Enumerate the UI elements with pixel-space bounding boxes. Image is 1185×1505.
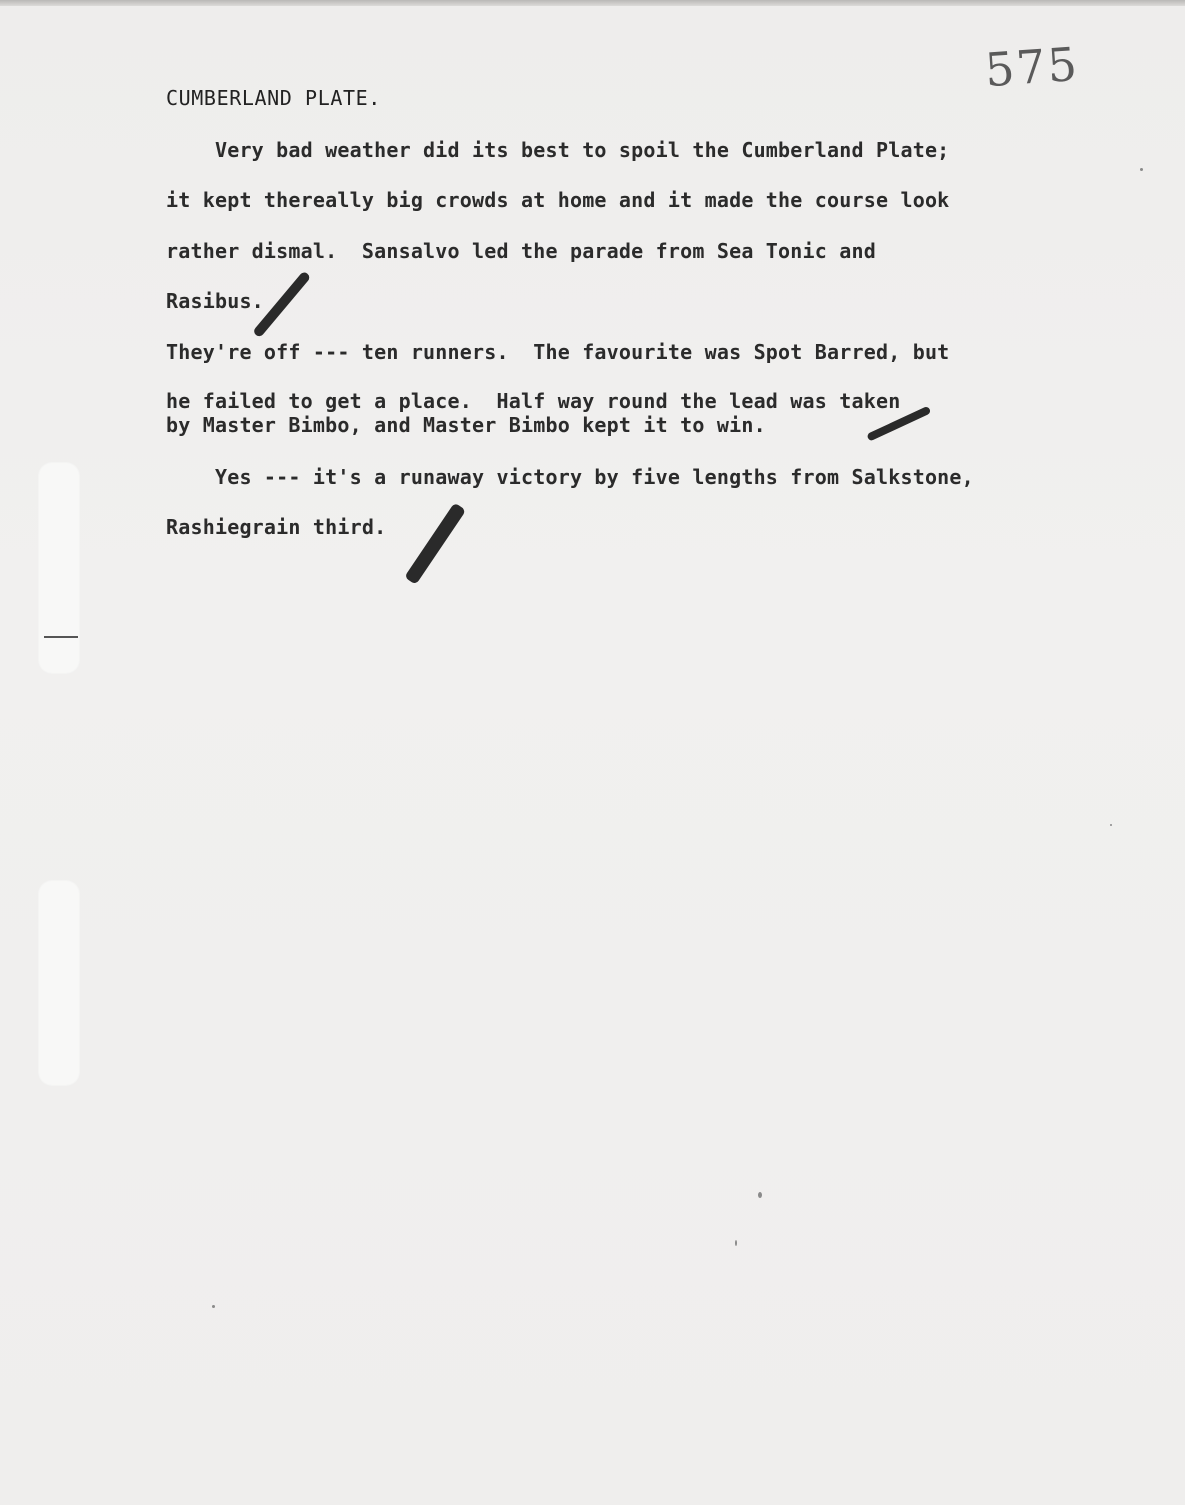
pen-slash-mark [404, 502, 466, 584]
text-line-6: he failed to get a place. Half way round the lead was taken [166, 389, 901, 413]
text-line-8: Yes --- it's a runaway victory by five lengths from Salkstone, [166, 465, 974, 489]
margin-mark [44, 636, 78, 638]
text-line-3: rather dismal. Sansalvo led the parade from Sea Tonic and [166, 239, 876, 263]
paper-speck [1140, 168, 1143, 171]
paper-speck [212, 1305, 215, 1308]
text-line-7: by Master Bimbo, and Master Bimbo kept it to win. [166, 413, 766, 437]
text-line-9: Rashiegrain third. [166, 515, 387, 539]
paper-speck [735, 1240, 737, 1246]
tractor-feed-strip-lower [38, 880, 80, 1086]
text-line-5: They're off --- ten runners. The favourite was Spot Barred, but [166, 340, 950, 364]
text-line-2: it kept thereally big crowds at home and it made the course look [166, 188, 950, 212]
paper-speck [758, 1192, 762, 1198]
text-line-4: Rasibus. [166, 289, 264, 313]
tractor-feed-strip-upper [38, 462, 80, 674]
handwritten-folio-number: 575 [983, 36, 1081, 98]
text-line-1: Very bad weather did its best to spoil the Cumberland Plate; [166, 138, 950, 162]
paper-speck [1110, 824, 1112, 826]
document-title: CUMBERLAND PLATE. [166, 86, 381, 110]
page-top-edge [0, 0, 1185, 6]
